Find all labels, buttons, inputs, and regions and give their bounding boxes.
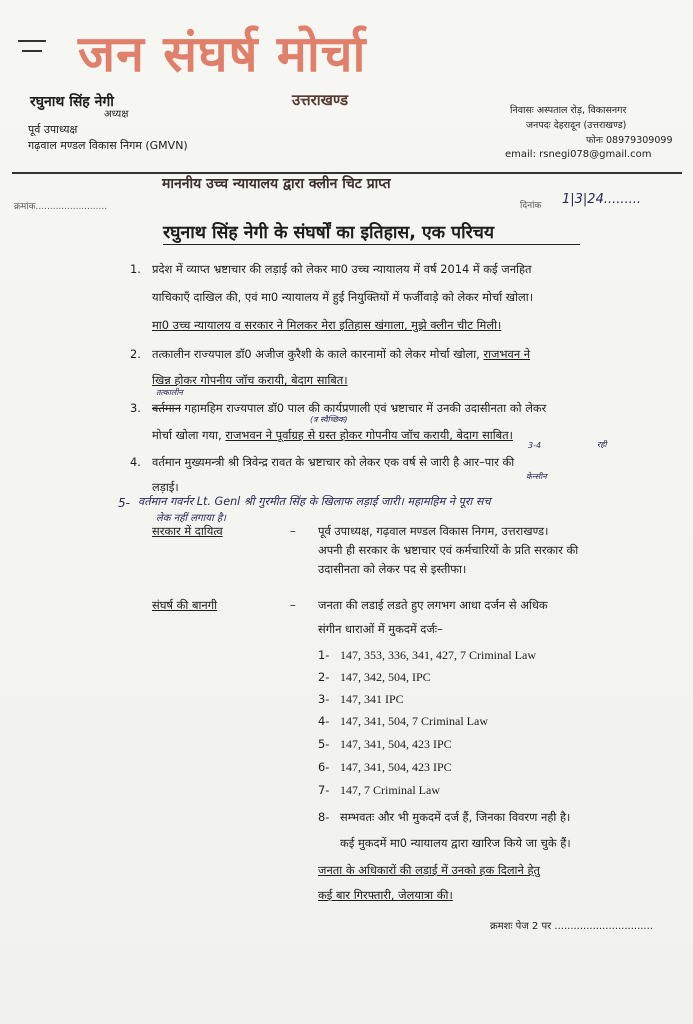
case-number: 2- — [318, 670, 330, 684]
item-2-line-2: खिन्न होकर गोपनीय जॉच करायी, बेदाग साबित। — [152, 373, 348, 387]
case-sections: 147, 341, 504, 7 Criminal Law — [340, 714, 488, 728]
label-dash: – — [290, 524, 296, 538]
pen-mark — [22, 50, 42, 52]
handwritten-correction: (त्र स्वैच्छिक) — [310, 415, 348, 424]
former-post: पूर्व उपाध्यक्ष — [28, 123, 78, 136]
item-3-text: गहामहिम राज्यपाल डॉ0 पाल की कार्यप्रणाली एवं भ्रष्टाचार में उनकी उदासीनता को लेकर — [180, 401, 547, 415]
handwritten-date: 1|3|24......... — [562, 192, 642, 207]
item-1-line-1: प्रदेश में व्याप्त भ्रष्टाचार की लड़ाई को लेकर मा0 उच्च न्यायालय में वर्ष 2014 में कई जनहित — [152, 262, 532, 276]
state-name: उत्तराखण्ड — [292, 91, 349, 109]
handwritten-correction: 3-4 — [528, 441, 542, 450]
case-sections: 147, 341, 504, 423 IPC — [340, 737, 452, 751]
responsibility-line-2: अपनी ही सरकार के भ्रष्टाचार एवं कर्मचारियों के प्रति सरकार की — [318, 543, 579, 557]
handwritten-correction: तत्कालीन — [156, 388, 183, 397]
item-number: 5- — [118, 496, 130, 510]
item-2-underlined: राजभवन ने — [483, 347, 531, 361]
letterhead-logo: जन संघर्ष मोर्चा — [78, 24, 367, 83]
address: निवासः अस्पताल रोड़, विकासनगर — [510, 105, 627, 116]
case-number: 5- — [318, 737, 330, 751]
district: जनपदः देहरादून (उत्तराखण्ड) — [526, 120, 627, 131]
handwritten-item-5: वर्तमान गवर्नर Lt. Genl श्री गुरमीत सिंह के खिलाफ लड़ाई जारी। महामहिम ने पूरा सच — [138, 495, 491, 508]
case-sections: 147, 342, 504, IPC — [340, 670, 431, 684]
item-4-line-1: वर्तमान मुख्यमन्त्री श्री त्रिवेन्द्र रावत के भ्रष्टाचार को लेकर एक वर्ष से जारी है आर–पार की — [152, 455, 515, 469]
item-3-line-2 — [152, 428, 513, 443]
continued-note: क्रमशः पेज 2 पर ............................... — [490, 921, 653, 932]
item-number: 1. — [130, 262, 141, 276]
president-role: अध्यक्ष — [104, 109, 129, 120]
item-3-text: मोर्चा खोला गया, — [152, 428, 226, 442]
clean-chit-banner: माननीय उच्च न्यायालय द्वारा क्लीन चिट प्राप्त — [162, 176, 391, 192]
case-sections: 147, 341 IPC — [340, 692, 404, 706]
item-3-underlined: राजभवन ने पूर्वाग्रह से ग्रस्त होकर गोपनीय जॉच करायी, बेदाग साबित। — [225, 428, 513, 442]
handwritten-correction: केन्सीन — [526, 472, 547, 481]
document-title: रघुनाथ सिंह नेगी के संघर्षों का इतिहास, एक परिचय — [163, 223, 495, 243]
rights-line-2: कई बार गिरफ्तारी, जेलयात्रा की। — [318, 888, 453, 902]
phone: फोनः 08979309099 — [586, 135, 673, 146]
responsibility-label: सरकार में दायित्व — [152, 524, 223, 538]
struggle-line-2: संगीन धाराओं में मुकदमें दर्जः– — [318, 622, 443, 636]
organization: गढ़वाल मण्डल विकास निगम (GMVN) — [28, 139, 188, 152]
item-2-line-1 — [152, 347, 530, 362]
rights-line-1: जनता के अधिकारों की लड़ाई में उनको हक दिलाने हेतु — [318, 863, 540, 877]
responsibility-line-3: उदासीनता को लेकर पद से इस्तीफा। — [318, 562, 467, 576]
handwritten-correction: रही — [597, 440, 607, 449]
date-label: दिनांक — [520, 201, 542, 211]
responsibility-line-1: पूर्व उपाध्यक्ष, गढ़वाल मण्डल विकास निगम, उत्तराखण्ड। — [318, 524, 549, 538]
struck-word: वर्तमान — [152, 401, 181, 415]
item-4-line-2: लड़ाई। — [152, 480, 179, 494]
title-underline — [163, 244, 580, 245]
item-1-line-2: याचिकाएँ दाखिल की, एवं मा0 न्यायालय में हुई नियुक्तियों में फर्जीवाड़े को लेकर मोर्चा खोला। — [152, 290, 534, 304]
item-number: 4. — [130, 455, 141, 469]
item-3-line-1 — [152, 401, 546, 416]
struggle-line-1: जनता की लडाई लडते हुए लगभग आधा दर्जन से अधिक — [318, 598, 548, 612]
case-number: 4- — [318, 714, 330, 728]
email: email: rsnegi078@gmail.com — [505, 149, 652, 160]
case-number: 7- — [318, 783, 330, 797]
case-note-line-2: कई मुकदमें मा0 न्यायालय द्वारा खारिज किये जा चुके हैं। — [340, 836, 571, 850]
item-2-text: तत्कालीन राज्यपाल डॉ0 अजीज कुरैशी के काले कारनामों को लेकर मोर्चा खोला, — [152, 347, 484, 361]
case-number: 3- — [318, 692, 330, 706]
item-number: 2. — [130, 347, 141, 361]
case-note: सम्भवतः और भी मुकदमें दर्ज हैं, जिनका विवरण नही है। — [340, 810, 571, 824]
case-sections: 147, 341, 504, 423 IPC — [340, 760, 452, 774]
item-number: 3. — [130, 401, 141, 415]
president-name: रघुनाथ सिंह नेगी — [30, 94, 114, 110]
case-number: 1- — [318, 648, 330, 662]
struggle-label: संघर्ष की बानगी — [152, 598, 218, 612]
case-number: 6- — [318, 760, 330, 774]
item-1-line-3: मा0 उच्च न्यायालय व सरकार ने मिलकर मेरा इतिहास खंगाला, मुझे क्लीन चीट मिली। — [152, 318, 502, 332]
case-sections: 147, 353, 336, 341, 427, 7 Criminal Law — [340, 648, 536, 662]
pen-mark — [18, 40, 46, 42]
case-number: 8- — [318, 810, 330, 824]
handwritten-item-5-line-2: लेक नहीं लगाया है। — [156, 513, 226, 524]
label-dash: – — [290, 598, 296, 612]
reference-number: क्रमांक......................... — [14, 202, 108, 212]
case-sections: 147, 7 Criminal Law — [340, 783, 440, 797]
